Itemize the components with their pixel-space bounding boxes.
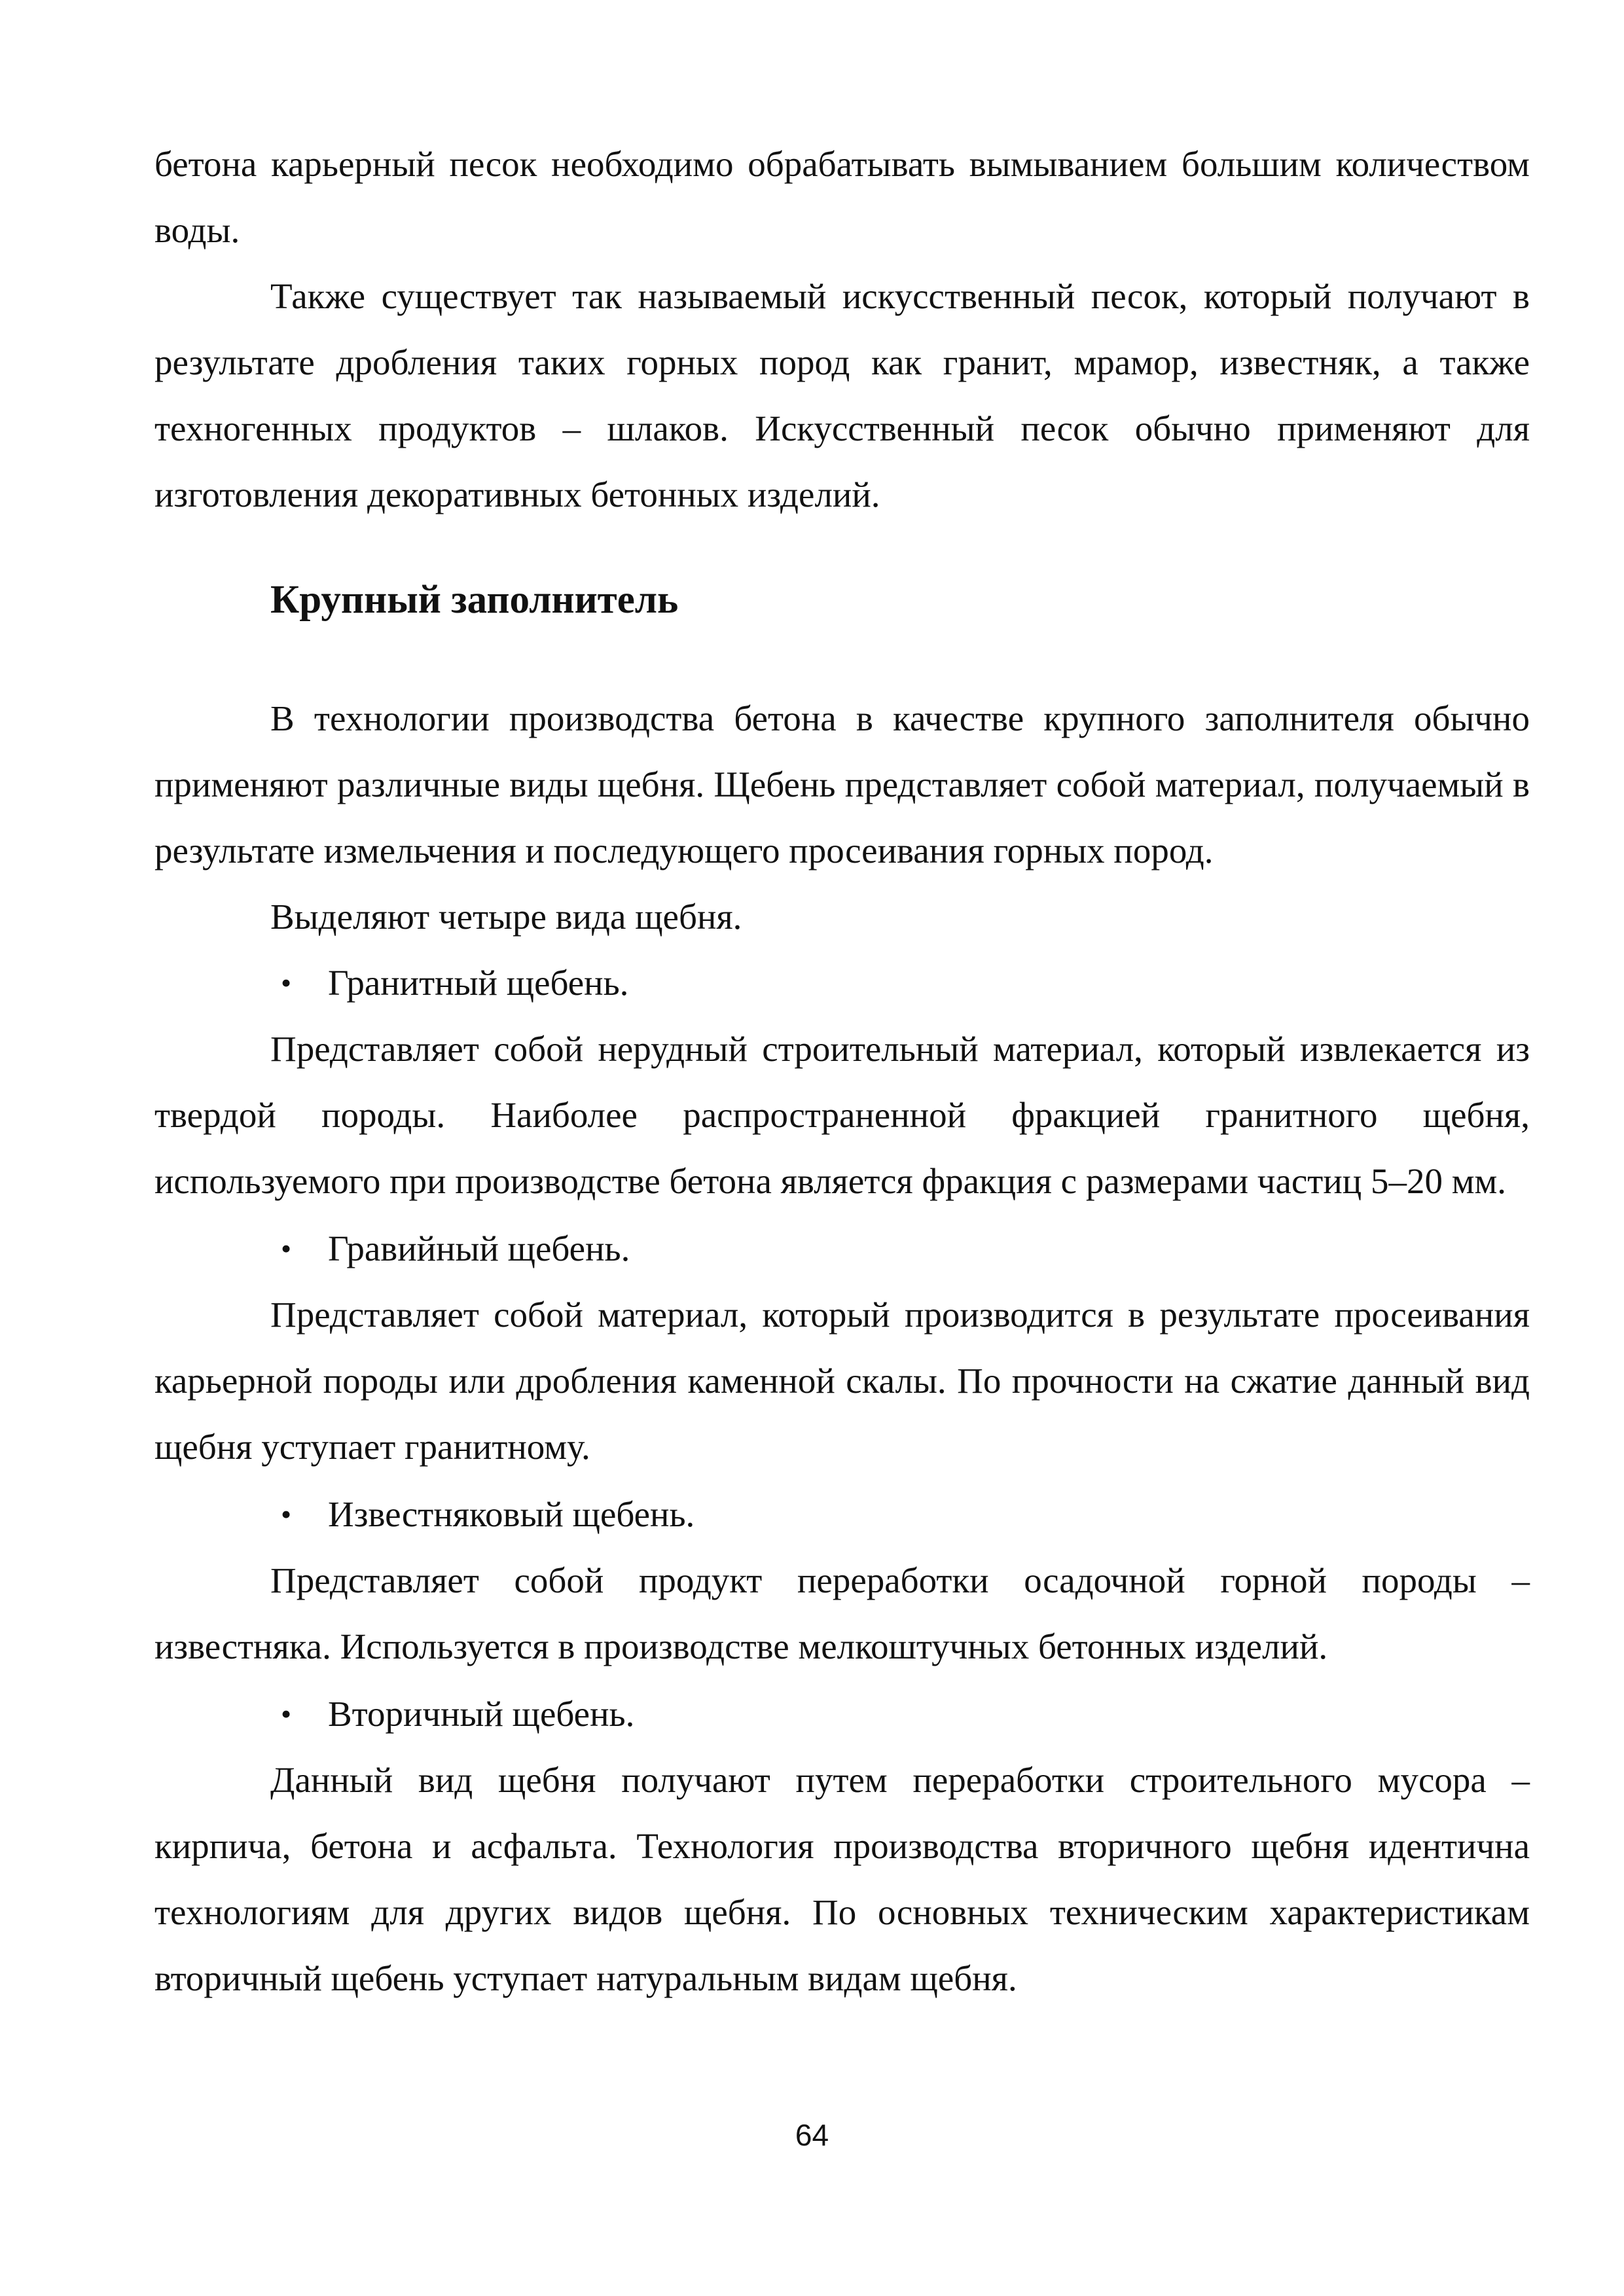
list-item — [154, 950, 1530, 1016]
aggregate-intro-paragraph: В технологии производства бетона в качестве крупного заполнителя обычно применяют различные виды щебня. Щебень представляет собой материал, получаемый в результате измельчения и последующего просеивания горных пород. — [154, 698, 1530, 870]
list-item — [154, 1681, 1530, 1747]
list-item-description: Представляет собой нерудный строительный материал, который извлекается из твердой породы. Наиболее распространенной фракцией гранитного щебня, используемого при производстве бетона является фракция с размерами частиц 5–20 мм. — [154, 1029, 1530, 1201]
list-item-title: Известняковый щебень. — [328, 1494, 695, 1534]
bullet-icon: • — [281, 1697, 292, 1731]
types-intro-paragraph: Выделяют четыре вида щебня. — [270, 897, 742, 937]
list-item-title: Гравийный щебень. — [328, 1229, 630, 1268]
list-item — [154, 1481, 1530, 1547]
bullet-icon: • — [281, 1232, 292, 1265]
intro-paragraph-2: Также существует так называемый искусственный песок, который получают в результате дробления таких горных пород как гранит, мрамор, известняк, а также техногенных продуктов – шлаков. Искусственный песок обычно применяют для изготовления декоративных бетонных изделий. — [154, 276, 1530, 514]
list-item-title: Гранитный щебень. — [328, 963, 629, 1003]
list-item — [154, 1215, 1530, 1282]
list-item-title: Вторичный щебень. — [328, 1694, 635, 1734]
page-body — [154, 131, 1530, 2011]
list-item-description: Данный вид щебня получают путем переработки строительного мусора – кирпича, бетона и асфальта. Технология производства вторичного щебня идентична технологиям для других видов щебня. По основных техническим характеристикам вторичный щебень уступает натуральным видам щебня. — [154, 1760, 1530, 1998]
list-item-description: Представляет собой материал, который производится в результате просеивания карьерной породы или дробления каменной скалы. По прочности на сжатие данный вид щебня уступает гранитному. — [154, 1295, 1530, 1467]
section-heading: Крупный заполнитель — [270, 578, 679, 622]
intro-paragraph-1: бетона карьерный песок необходимо обрабатывать вымыванием большим количеством воды. — [154, 144, 1530, 250]
bullet-icon: • — [281, 1498, 292, 1531]
list-item-description: Представляет собой продукт переработки осадочной горной породы – известняка. Используется в производстве мелкоштучных бетонных изделий. — [154, 1560, 1530, 1666]
bullet-icon: • — [281, 966, 292, 999]
page-number: 64 — [795, 2118, 829, 2152]
